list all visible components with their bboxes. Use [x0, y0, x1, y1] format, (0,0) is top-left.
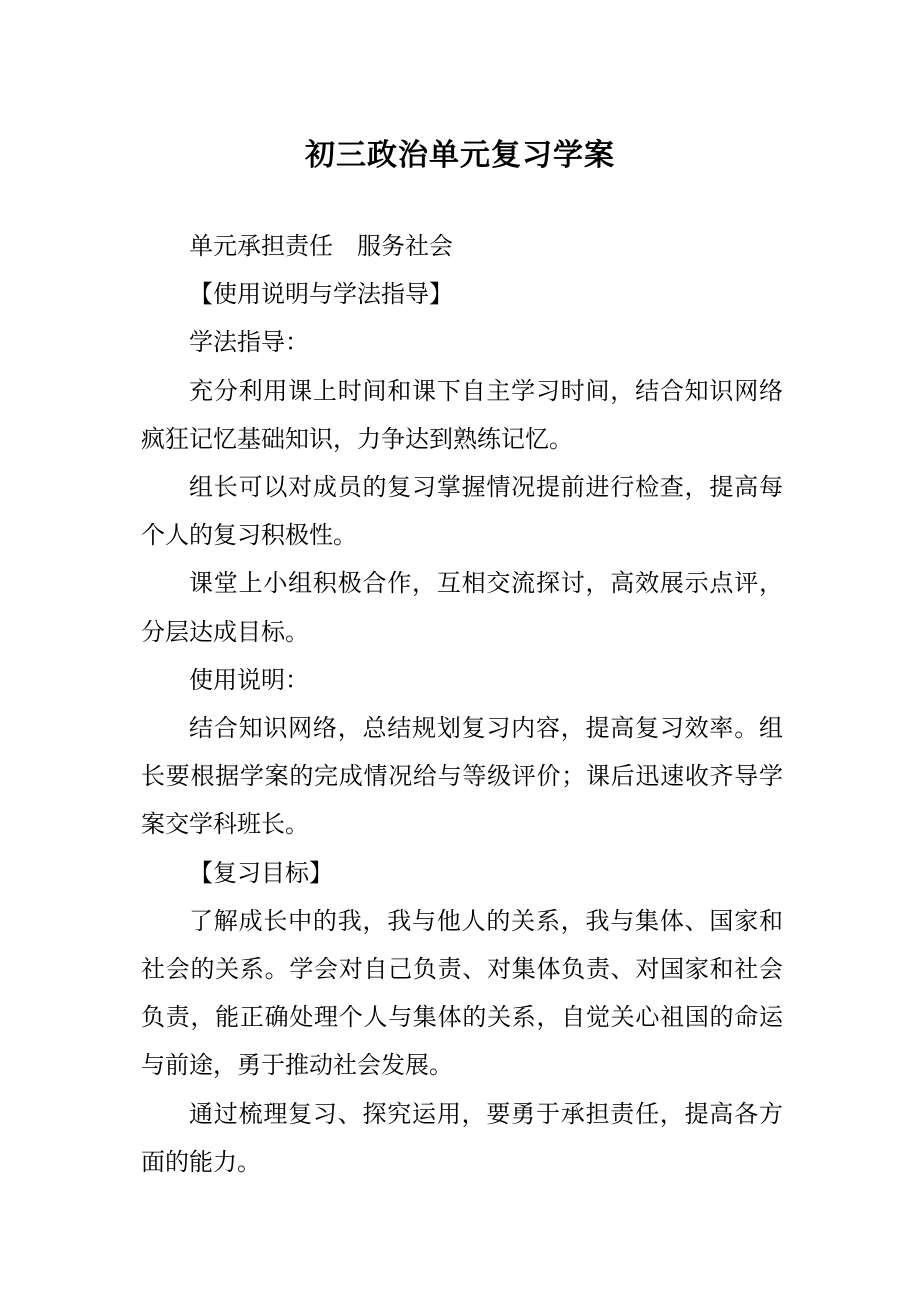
paragraph-study-method-1: 充分利用课上时间和课下自主学习时间，结合知识网络疯狂记忆基础知识，力争达到熟练记忆。 [141, 376, 783, 453]
subheading-usage-notes: 使用说明： [189, 665, 309, 694]
paragraph-usage-notes: 结合知识网络，总结规划复习内容，提高复习效率。组长要根据学案的完成情况给与等级评价；课后迅速收齐导学案交学科班长。 [141, 714, 783, 839]
document-title: 初三政治单元复习学案 [305, 138, 615, 174]
section-heading-review-goals: 【复习目标】 [189, 858, 333, 887]
document-body [141, 222, 783, 1186]
paragraph-study-method-2: 组长可以对成员的复习掌握情况提前进行检查，提高每个人的复习积极性。 [141, 473, 783, 550]
subheading-study-method: 学法指导： [189, 328, 309, 357]
paragraph-review-goal-2: 通过梳理复习、探究运用，要勇于承担责任，提高各方面的能力。 [141, 1099, 783, 1176]
unit-heading: 单元承担责任 服务社会 [189, 232, 453, 260]
section-heading-usage-guide: 【使用说明与学法指导】 [189, 280, 453, 309]
paragraph-study-method-3: 课堂上小组积极合作，互相交流探讨，高效展示点评，分层达成目标。 [141, 569, 783, 646]
paragraph-review-goal-1: 了解成长中的我，我与他人的关系，我与集体、国家和社会的关系。学会对自己负责、对集体负责、对国家和社会负责，能正确处理个人与集体的关系，自觉关心祖国的命运与前途，勇于推动社会发展。 [141, 906, 783, 1080]
